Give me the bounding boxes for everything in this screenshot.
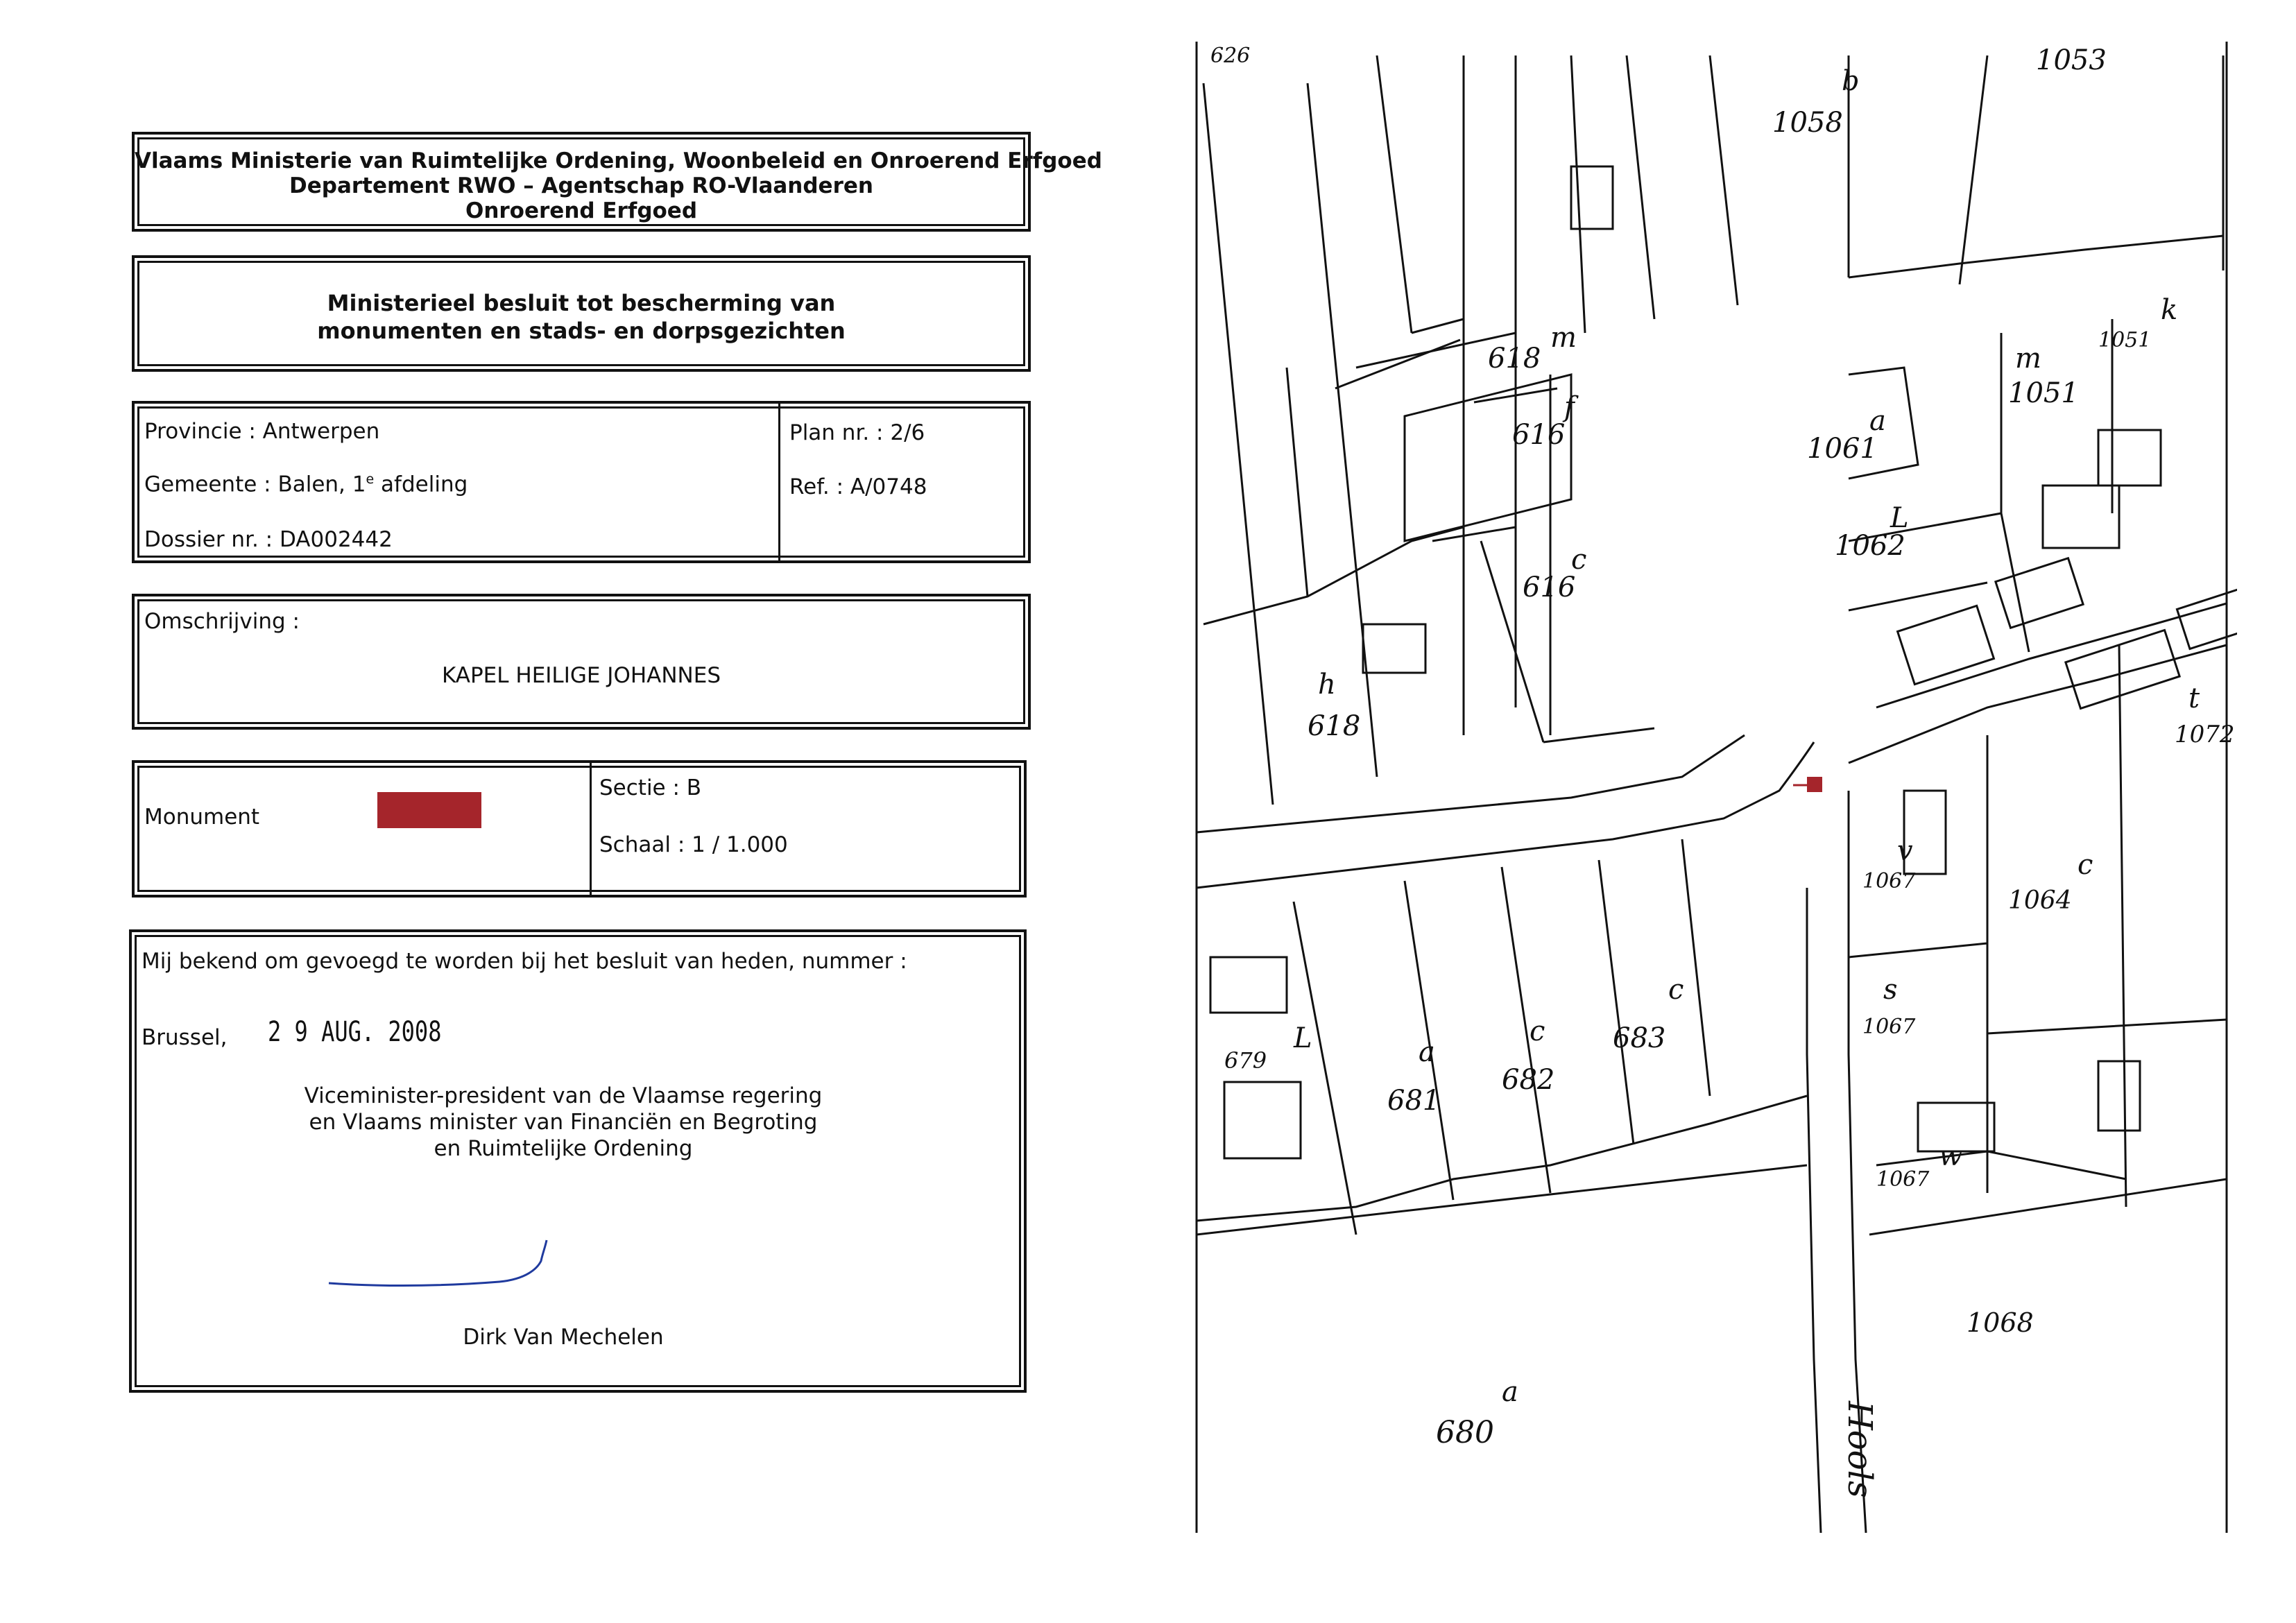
- parcel-letter-1051k: k: [2161, 294, 2178, 326]
- reference-field: Ref. : A/0748: [789, 474, 927, 499]
- legend-box: [132, 760, 1027, 898]
- sectie-field: Sectie : B: [599, 775, 702, 800]
- parcel-label-1061: 1061: [1807, 433, 1878, 465]
- decree-title-box: [132, 255, 1031, 372]
- provincie-field: Provincie : Antwerpen: [144, 419, 380, 444]
- parcel-label-682: 682: [1502, 1064, 1555, 1096]
- parcel-label-1058: 1058: [1772, 107, 1843, 139]
- parcel-label-1067w: 1067: [1876, 1167, 1930, 1192]
- monument-swatch: [377, 792, 481, 828]
- description-value: KAPEL HEILIGE JOHANNES: [441, 663, 721, 688]
- signature-intro: Mij bekend om gevoegd te worden bij het besluit van heden, nummer :: [142, 949, 907, 974]
- parcel-label-top-left: 626: [1210, 44, 1251, 68]
- parcel-letter-1067w: w: [1939, 1140, 1963, 1172]
- agency-name: Onroerend Erfgoed: [465, 198, 698, 223]
- monument-label: Monument: [144, 805, 260, 830]
- parcel-label-616c: 616: [1523, 572, 1576, 603]
- street-name: Hools: [1840, 1401, 1879, 1498]
- parcel-letter-1067s: s: [1883, 974, 1898, 1006]
- dossier-field: Dossier nr. : DA002442: [144, 527, 393, 552]
- legend-divider: [590, 763, 592, 895]
- monument-marker: [1807, 777, 1822, 792]
- date-stamp: 2 9 AUG. 2008: [268, 1015, 442, 1048]
- parcel-letter-618m: m: [1550, 322, 1577, 354]
- parcel-letter-682: c: [1530, 1015, 1545, 1047]
- decree-title-line2: monumenten en stads- en dorpsgezichten: [317, 318, 846, 344]
- parcel-letter-1051: m: [2015, 343, 2041, 375]
- parcel-letter-681: a: [1419, 1036, 1435, 1068]
- description-box: [132, 594, 1031, 730]
- parcel-letter-683: c: [1668, 974, 1684, 1006]
- gemeente-field: Gemeente : Balen, 1e afdeling: [144, 472, 468, 497]
- signatory-name: Dirk Van Mechelen: [463, 1325, 664, 1350]
- parcel-label-680: 680: [1436, 1415, 1494, 1450]
- parcel-label-618m: 618: [1488, 343, 1541, 375]
- parcel-label-679: 679: [1224, 1047, 1267, 1074]
- parcel-label-1067s: 1067: [1862, 1015, 1916, 1039]
- parcel-letter-1061: a: [1869, 405, 1886, 437]
- parcel-label-616f: 616: [1512, 419, 1566, 451]
- parcel-label-1072: 1072: [2175, 721, 2235, 748]
- location-divider: [778, 404, 780, 560]
- location-box: [132, 401, 1031, 563]
- department-name: Departement RWO – Agentschap RO-Vlaanderen: [289, 173, 873, 198]
- parcel-letter-1062: L: [1890, 502, 1909, 534]
- signature-place: Brussel,: [142, 1025, 228, 1050]
- parcel-letter-1072: t: [2188, 682, 2200, 714]
- parcel-label-1064: 1064: [2008, 886, 2072, 915]
- parcel-label-1051k: 1051: [2098, 328, 2152, 352]
- signatory-role-line3: en Ruimtelijke Ordening: [434, 1136, 693, 1161]
- cadastral-map: [1183, 42, 2237, 1533]
- handwritten-signature: [326, 1237, 555, 1293]
- signature-box: [129, 929, 1027, 1393]
- parcel-label-618h: 618: [1308, 710, 1361, 742]
- parcel-label-683: 683: [1613, 1022, 1666, 1054]
- parcel-label-681: 681: [1387, 1085, 1441, 1117]
- decree-title-line1: Ministerieel besluit tot bescherming van: [327, 290, 836, 316]
- parcel-letter-1067v: v: [1897, 835, 1913, 867]
- ministry-name: Vlaams Ministerie van Ruimtelijke Ordening, Woonbeleid en Onroerend Erfgoed: [135, 148, 1102, 173]
- ministry-header-box: [132, 132, 1102, 232]
- parcel-letter-679: L: [1294, 1022, 1312, 1054]
- signatory-role-line1: Viceminister-president van de Vlaamse regering: [304, 1083, 823, 1108]
- parcel-letter-618h: h: [1318, 669, 1336, 701]
- parcel-letter-680: a: [1502, 1376, 1518, 1408]
- schaal-field: Schaal : 1 / 1.000: [599, 832, 788, 857]
- parcel-letter-1064: c: [2077, 849, 2093, 881]
- parcel-label-1053: 1053: [2036, 44, 2107, 76]
- parcel-letter-616f: f: [1564, 391, 1575, 423]
- parcel-label-1051: 1051: [2008, 377, 2079, 409]
- parcel-label-1068: 1068: [1967, 1307, 2034, 1338]
- parcel-letter-616c: c: [1571, 544, 1587, 576]
- plan-number-field: Plan nr. : 2/6: [789, 420, 925, 445]
- description-label: Omschrijving :: [144, 609, 300, 634]
- parcel-label-1067v: 1067: [1862, 869, 1916, 893]
- parcel-letter-1058: b: [1842, 65, 1860, 97]
- parcel-label-1062: 1062: [1835, 530, 1905, 562]
- signatory-role-line2: en Vlaams minister van Financiën en Begroting: [309, 1110, 818, 1135]
